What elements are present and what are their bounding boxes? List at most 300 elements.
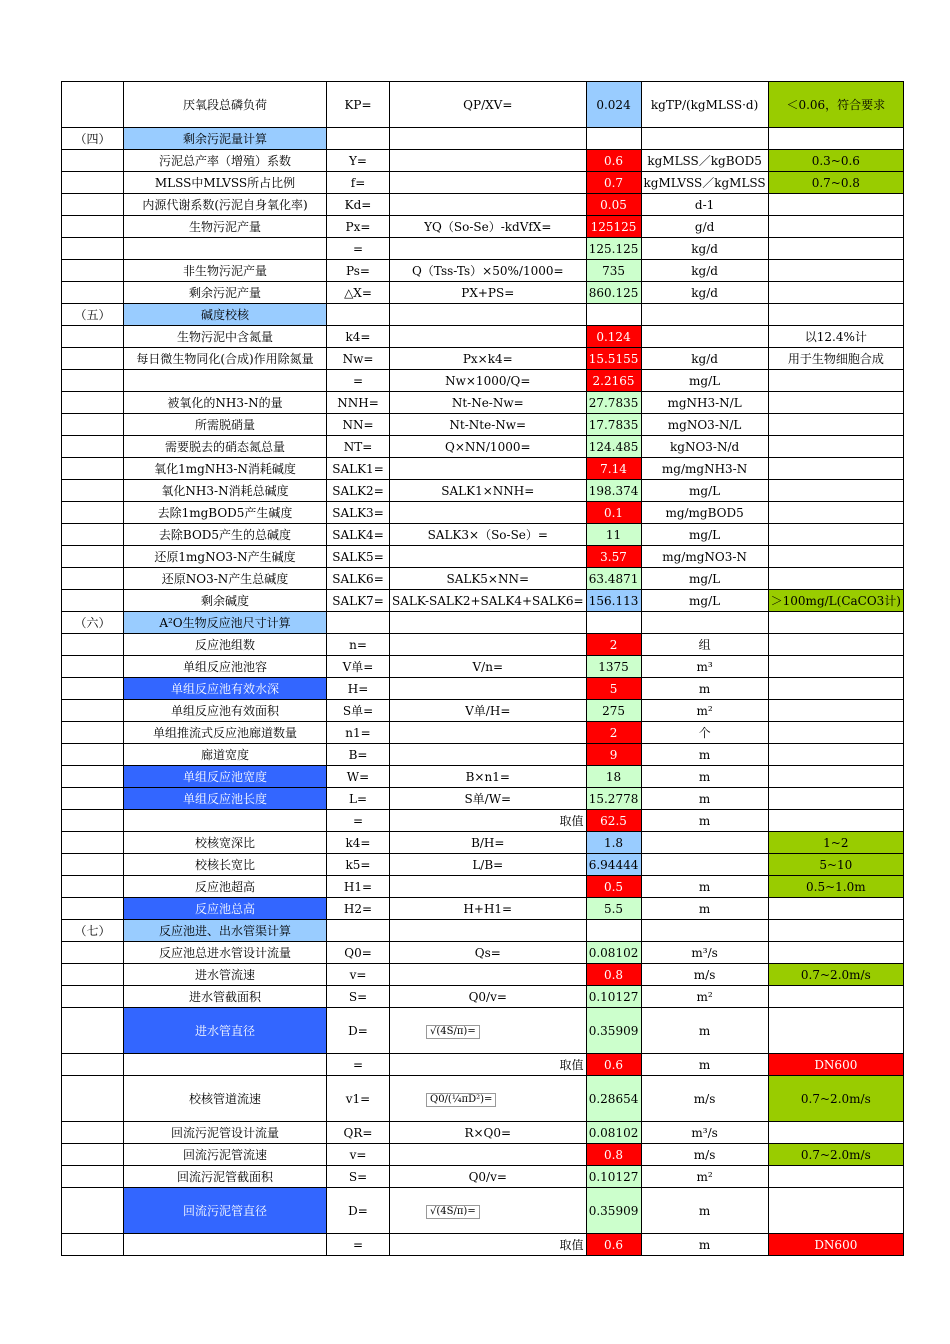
note-cell[interactable]: DN600 bbox=[768, 1234, 903, 1256]
note-cell[interactable] bbox=[768, 700, 903, 722]
section-number-cell[interactable] bbox=[62, 238, 124, 260]
unit-cell[interactable]: 组 bbox=[641, 634, 768, 656]
value-cell[interactable]: 0.08102 bbox=[586, 942, 641, 964]
unit-cell[interactable]: m/s bbox=[641, 1144, 768, 1166]
symbol-cell[interactable]: B= bbox=[327, 744, 390, 766]
section-number-cell[interactable] bbox=[62, 436, 124, 458]
symbol-cell[interactable]: = bbox=[327, 370, 390, 392]
section-number-cell[interactable] bbox=[62, 1188, 124, 1234]
unit-cell[interactable]: mg/mgNH3-N bbox=[641, 458, 768, 480]
value-cell[interactable]: 0.8 bbox=[586, 1144, 641, 1166]
note-cell[interactable] bbox=[768, 370, 903, 392]
formula-cell[interactable]: 取值 bbox=[390, 1234, 587, 1256]
formula-cell[interactable]: Nw×1000/Q= bbox=[390, 370, 587, 392]
formula-cell[interactable]: Q0/v= bbox=[390, 986, 587, 1008]
value-cell[interactable]: 9 bbox=[586, 744, 641, 766]
symbol-cell[interactable]: △X= bbox=[327, 282, 390, 304]
formula-cell[interactable] bbox=[390, 1144, 587, 1166]
symbol-cell[interactable]: QR= bbox=[327, 1122, 390, 1144]
section-number-cell[interactable] bbox=[62, 326, 124, 348]
value-cell[interactable]: 2.2165 bbox=[586, 370, 641, 392]
symbol-cell[interactable] bbox=[327, 128, 390, 150]
value-cell[interactable]: 0.35909 bbox=[586, 1008, 641, 1054]
formula-cell[interactable]: SALK1×NNH= bbox=[390, 480, 587, 502]
section-number-cell[interactable] bbox=[62, 82, 124, 128]
item-label-cell[interactable]: 内源代谢系数(污泥自身氧化率) bbox=[124, 194, 327, 216]
item-label-cell[interactable]: 去除BOD5产生的总碱度 bbox=[124, 524, 327, 546]
section-number-cell[interactable]: （四） bbox=[62, 128, 124, 150]
note-cell[interactable] bbox=[768, 568, 903, 590]
unit-cell[interactable]: 个 bbox=[641, 722, 768, 744]
note-cell[interactable] bbox=[768, 810, 903, 832]
unit-cell[interactable]: kg/d bbox=[641, 238, 768, 260]
symbol-cell[interactable]: SALK4= bbox=[327, 524, 390, 546]
note-cell[interactable] bbox=[768, 986, 903, 1008]
formula-cell[interactable]: L/B= bbox=[390, 854, 587, 876]
item-label-cell[interactable]: 非生物污泥产量 bbox=[124, 260, 327, 282]
formula-cell[interactable] bbox=[390, 1076, 587, 1122]
symbol-cell[interactable]: D= bbox=[327, 1188, 390, 1234]
section-number-cell[interactable] bbox=[62, 898, 124, 920]
formula-cell[interactable]: B/H= bbox=[390, 832, 587, 854]
symbol-cell[interactable] bbox=[327, 304, 390, 326]
symbol-cell[interactable]: Q0= bbox=[327, 942, 390, 964]
unit-cell[interactable]: d-1 bbox=[641, 194, 768, 216]
item-label-cell[interactable] bbox=[124, 1054, 327, 1076]
formula-cell[interactable] bbox=[390, 172, 587, 194]
formula-cell[interactable] bbox=[390, 964, 587, 986]
section-number-cell[interactable] bbox=[62, 634, 124, 656]
item-label-cell[interactable]: MLSS中MLVSS所占比例 bbox=[124, 172, 327, 194]
unit-cell[interactable]: mg/mgBOD5 bbox=[641, 502, 768, 524]
symbol-cell[interactable]: Kd= bbox=[327, 194, 390, 216]
unit-cell[interactable]: m bbox=[641, 744, 768, 766]
note-cell[interactable] bbox=[768, 766, 903, 788]
value-cell[interactable]: 18 bbox=[586, 766, 641, 788]
unit-cell[interactable] bbox=[641, 832, 768, 854]
symbol-cell[interactable] bbox=[327, 612, 390, 634]
unit-cell[interactable]: mg/L bbox=[641, 568, 768, 590]
symbol-cell[interactable]: Px= bbox=[327, 216, 390, 238]
value-cell[interactable]: 0.05 bbox=[586, 194, 641, 216]
value-cell[interactable]: 275 bbox=[586, 700, 641, 722]
symbol-cell[interactable]: n1= bbox=[327, 722, 390, 744]
symbol-cell[interactable]: L= bbox=[327, 788, 390, 810]
symbol-cell[interactable]: Ps= bbox=[327, 260, 390, 282]
value-cell[interactable]: 0.35909 bbox=[586, 1188, 641, 1234]
note-cell[interactable] bbox=[768, 634, 903, 656]
unit-cell[interactable] bbox=[641, 920, 768, 942]
item-label-cell[interactable]: 污泥总产率（增殖）系数 bbox=[124, 150, 327, 172]
note-cell[interactable] bbox=[768, 1122, 903, 1144]
note-cell[interactable]: 0.7~2.0m/s bbox=[768, 964, 903, 986]
unit-cell[interactable]: mg/mgNO3-N bbox=[641, 546, 768, 568]
item-label-cell[interactable]: 剩余污泥量计算 bbox=[124, 128, 327, 150]
section-number-cell[interactable] bbox=[62, 150, 124, 172]
section-number-cell[interactable] bbox=[62, 722, 124, 744]
note-cell[interactable] bbox=[768, 722, 903, 744]
section-number-cell[interactable] bbox=[62, 678, 124, 700]
note-cell[interactable] bbox=[768, 678, 903, 700]
unit-cell[interactable]: m² bbox=[641, 700, 768, 722]
unit-cell[interactable] bbox=[641, 128, 768, 150]
formula-cell[interactable]: Q0/v= bbox=[390, 1166, 587, 1188]
note-cell[interactable] bbox=[768, 744, 903, 766]
section-number-cell[interactable] bbox=[62, 348, 124, 370]
value-cell[interactable]: 0.5 bbox=[586, 876, 641, 898]
value-cell[interactable]: 1.8 bbox=[586, 832, 641, 854]
section-number-cell[interactable] bbox=[62, 524, 124, 546]
unit-cell[interactable] bbox=[641, 304, 768, 326]
note-cell[interactable] bbox=[768, 920, 903, 942]
unit-cell[interactable] bbox=[641, 854, 768, 876]
note-cell[interactable] bbox=[768, 1188, 903, 1234]
unit-cell[interactable] bbox=[641, 612, 768, 634]
formula-cell[interactable]: S单/W= bbox=[390, 788, 587, 810]
section-number-cell[interactable] bbox=[62, 854, 124, 876]
note-cell[interactable]: 0.3~0.6 bbox=[768, 150, 903, 172]
section-number-cell[interactable] bbox=[62, 458, 124, 480]
section-number-cell[interactable] bbox=[62, 986, 124, 1008]
note-cell[interactable] bbox=[768, 458, 903, 480]
value-cell[interactable]: 15.5155 bbox=[586, 348, 641, 370]
section-number-cell[interactable] bbox=[62, 656, 124, 678]
formula-cell[interactable] bbox=[390, 612, 587, 634]
unit-cell[interactable]: m bbox=[641, 788, 768, 810]
value-cell[interactable]: 2 bbox=[586, 634, 641, 656]
item-label-cell[interactable]: 单组反应池有效面积 bbox=[124, 700, 327, 722]
symbol-cell[interactable]: S= bbox=[327, 1166, 390, 1188]
symbol-cell[interactable]: S单= bbox=[327, 700, 390, 722]
value-cell[interactable]: 15.2778 bbox=[586, 788, 641, 810]
section-number-cell[interactable] bbox=[62, 1144, 124, 1166]
unit-cell[interactable]: mg/L bbox=[641, 370, 768, 392]
symbol-cell[interactable]: = bbox=[327, 238, 390, 260]
unit-cell[interactable]: kgMLVSS／kgMLSS bbox=[641, 172, 768, 194]
section-number-cell[interactable] bbox=[62, 282, 124, 304]
formula-cell[interactable] bbox=[390, 238, 587, 260]
unit-cell[interactable]: mgNO3-N/L bbox=[641, 414, 768, 436]
item-label-cell[interactable]: 回流污泥管直径 bbox=[124, 1188, 327, 1234]
value-cell[interactable]: 124.485 bbox=[586, 436, 641, 458]
item-label-cell[interactable] bbox=[124, 370, 327, 392]
section-number-cell[interactable] bbox=[62, 1166, 124, 1188]
formula-cell[interactable]: 取值 bbox=[390, 810, 587, 832]
symbol-cell[interactable]: H1= bbox=[327, 876, 390, 898]
symbol-cell[interactable]: SALK6= bbox=[327, 568, 390, 590]
section-number-cell[interactable] bbox=[62, 414, 124, 436]
note-cell[interactable]: ＜0.06，符合要求 bbox=[768, 82, 903, 128]
section-number-cell[interactable] bbox=[62, 172, 124, 194]
value-cell[interactable] bbox=[586, 304, 641, 326]
unit-cell[interactable]: m² bbox=[641, 1166, 768, 1188]
section-number-cell[interactable] bbox=[62, 260, 124, 282]
note-cell[interactable] bbox=[768, 128, 903, 150]
symbol-cell[interactable]: S= bbox=[327, 986, 390, 1008]
item-label-cell[interactable]: 去除1mgBOD5产生碱度 bbox=[124, 502, 327, 524]
section-number-cell[interactable] bbox=[62, 392, 124, 414]
symbol-cell[interactable]: SALK5= bbox=[327, 546, 390, 568]
formula-cell[interactable]: YQ（So-Se）-kdVfX= bbox=[390, 216, 587, 238]
item-label-cell[interactable]: 还原1mgNO3-N产生碱度 bbox=[124, 546, 327, 568]
formula-cell[interactable]: Q（Tss-Ts）×50%/1000= bbox=[390, 260, 587, 282]
formula-cell[interactable]: SALK5×NN= bbox=[390, 568, 587, 590]
note-cell[interactable] bbox=[768, 304, 903, 326]
unit-cell[interactable]: mg/L bbox=[641, 590, 768, 612]
symbol-cell[interactable]: Y= bbox=[327, 150, 390, 172]
item-label-cell[interactable]: 每日微生物同化(合成)作用除氮量 bbox=[124, 348, 327, 370]
symbol-cell[interactable]: W= bbox=[327, 766, 390, 788]
item-label-cell[interactable]: 回流污泥管流速 bbox=[124, 1144, 327, 1166]
section-number-cell[interactable] bbox=[62, 1054, 124, 1076]
formula-cell[interactable] bbox=[390, 1008, 587, 1054]
symbol-cell[interactable]: SALK2= bbox=[327, 480, 390, 502]
value-cell[interactable]: 63.4871 bbox=[586, 568, 641, 590]
item-label-cell[interactable] bbox=[124, 810, 327, 832]
section-number-cell[interactable] bbox=[62, 744, 124, 766]
note-cell[interactable] bbox=[768, 656, 903, 678]
section-number-cell[interactable] bbox=[62, 546, 124, 568]
item-label-cell[interactable]: 需要脱去的硝态氮总量 bbox=[124, 436, 327, 458]
value-cell[interactable]: 198.374 bbox=[586, 480, 641, 502]
value-cell[interactable]: 17.7835 bbox=[586, 414, 641, 436]
formula-cell[interactable] bbox=[390, 876, 587, 898]
note-cell[interactable] bbox=[768, 260, 903, 282]
section-number-cell[interactable] bbox=[62, 1122, 124, 1144]
value-cell[interactable]: 5 bbox=[586, 678, 641, 700]
formula-cell[interactable]: PX+PS= bbox=[390, 282, 587, 304]
value-cell[interactable]: 0.10127 bbox=[586, 986, 641, 1008]
value-cell[interactable]: 0.124 bbox=[586, 326, 641, 348]
value-cell[interactable] bbox=[586, 612, 641, 634]
value-cell[interactable]: 0.10127 bbox=[586, 1166, 641, 1188]
symbol-cell[interactable]: KP= bbox=[327, 82, 390, 128]
section-number-cell[interactable] bbox=[62, 876, 124, 898]
section-number-cell[interactable] bbox=[62, 1234, 124, 1256]
formula-cell[interactable]: Qs= bbox=[390, 942, 587, 964]
section-number-cell[interactable] bbox=[62, 1008, 124, 1054]
note-cell[interactable]: 以12.4%计 bbox=[768, 326, 903, 348]
unit-cell[interactable]: m bbox=[641, 1188, 768, 1234]
item-label-cell[interactable]: 反应池总进水管设计流量 bbox=[124, 942, 327, 964]
note-cell[interactable] bbox=[768, 942, 903, 964]
value-cell[interactable]: 125.125 bbox=[586, 238, 641, 260]
item-label-cell[interactable]: 反应池总高 bbox=[124, 898, 327, 920]
item-label-cell[interactable] bbox=[124, 1234, 327, 1256]
note-cell[interactable]: 0.7~0.8 bbox=[768, 172, 903, 194]
section-number-cell[interactable] bbox=[62, 810, 124, 832]
section-number-cell[interactable] bbox=[62, 502, 124, 524]
formula-cell[interactable]: Px×k4= bbox=[390, 348, 587, 370]
value-cell[interactable]: 0.6 bbox=[586, 1234, 641, 1256]
section-number-cell[interactable] bbox=[62, 194, 124, 216]
value-cell[interactable]: 0.024 bbox=[586, 82, 641, 128]
formula-cell[interactable]: V单/H= bbox=[390, 700, 587, 722]
section-number-cell[interactable]: （五） bbox=[62, 304, 124, 326]
item-label-cell[interactable]: A²O生物反应池尺寸计算 bbox=[124, 612, 327, 634]
section-number-cell[interactable]: （六） bbox=[62, 612, 124, 634]
formula-cell[interactable] bbox=[390, 128, 587, 150]
value-cell[interactable]: 3.57 bbox=[586, 546, 641, 568]
item-label-cell[interactable]: 碱度校核 bbox=[124, 304, 327, 326]
unit-cell[interactable]: m bbox=[641, 1008, 768, 1054]
value-cell[interactable]: 7.14 bbox=[586, 458, 641, 480]
note-cell[interactable] bbox=[768, 612, 903, 634]
section-number-cell[interactable] bbox=[62, 480, 124, 502]
item-label-cell[interactable]: 校核宽深比 bbox=[124, 832, 327, 854]
note-cell[interactable]: ＞100mg/L(CaCO3计) bbox=[768, 590, 903, 612]
item-label-cell[interactable]: 单组推流式反应池廊道数量 bbox=[124, 722, 327, 744]
unit-cell[interactable]: m bbox=[641, 1054, 768, 1076]
note-cell[interactable]: 0.5~1.0m bbox=[768, 876, 903, 898]
symbol-cell[interactable]: NN= bbox=[327, 414, 390, 436]
unit-cell[interactable]: m/s bbox=[641, 964, 768, 986]
note-cell[interactable] bbox=[768, 238, 903, 260]
unit-cell[interactable]: mgNH3-N/L bbox=[641, 392, 768, 414]
item-label-cell[interactable]: 回流污泥管设计流量 bbox=[124, 1122, 327, 1144]
formula-cell[interactable]: 取值 bbox=[390, 1054, 587, 1076]
symbol-cell[interactable]: = bbox=[327, 810, 390, 832]
formula-cell[interactable] bbox=[390, 304, 587, 326]
section-number-cell[interactable]: （七） bbox=[62, 920, 124, 942]
note-cell[interactable] bbox=[768, 194, 903, 216]
unit-cell[interactable]: m² bbox=[641, 986, 768, 1008]
item-label-cell[interactable]: 进水管直径 bbox=[124, 1008, 327, 1054]
item-label-cell[interactable]: 剩余碱度 bbox=[124, 590, 327, 612]
symbol-cell[interactable]: H2= bbox=[327, 898, 390, 920]
item-label-cell[interactable]: 所需脱硝量 bbox=[124, 414, 327, 436]
value-cell[interactable]: 735 bbox=[586, 260, 641, 282]
unit-cell[interactable]: m³/s bbox=[641, 942, 768, 964]
item-label-cell[interactable]: 反应池组数 bbox=[124, 634, 327, 656]
formula-cell[interactable] bbox=[390, 1188, 587, 1234]
item-label-cell[interactable]: 反应池进、出水管渠计算 bbox=[124, 920, 327, 942]
value-cell[interactable]: 0.08102 bbox=[586, 1122, 641, 1144]
unit-cell[interactable]: mg/L bbox=[641, 480, 768, 502]
value-cell[interactable]: 6.94444 bbox=[586, 854, 641, 876]
unit-cell[interactable]: kgMLSS／kgBOD5 bbox=[641, 150, 768, 172]
formula-cell[interactable]: R×Q0= bbox=[390, 1122, 587, 1144]
section-number-cell[interactable] bbox=[62, 942, 124, 964]
unit-cell[interactable]: kg/d bbox=[641, 348, 768, 370]
unit-cell[interactable]: kgNO3-N/d bbox=[641, 436, 768, 458]
unit-cell[interactable]: m bbox=[641, 678, 768, 700]
symbol-cell[interactable]: Nw= bbox=[327, 348, 390, 370]
unit-cell[interactable]: m bbox=[641, 898, 768, 920]
value-cell[interactable]: 0.28654 bbox=[586, 1076, 641, 1122]
item-label-cell[interactable]: 生物污泥产量 bbox=[124, 216, 327, 238]
note-cell[interactable]: 1~2 bbox=[768, 832, 903, 854]
section-number-cell[interactable] bbox=[62, 700, 124, 722]
value-cell[interactable]: 0.6 bbox=[586, 1054, 641, 1076]
formula-cell[interactable]: B×n1= bbox=[390, 766, 587, 788]
item-label-cell[interactable]: 生物污泥中含氮量 bbox=[124, 326, 327, 348]
formula-cell[interactable]: SALK-SALK2+SALK4+SALK6= bbox=[390, 590, 587, 612]
symbol-cell[interactable]: k4= bbox=[327, 832, 390, 854]
symbol-cell[interactable]: SALK1= bbox=[327, 458, 390, 480]
note-cell[interactable] bbox=[768, 502, 903, 524]
item-label-cell[interactable]: 单组反应池长度 bbox=[124, 788, 327, 810]
item-label-cell[interactable]: 剩余污泥产量 bbox=[124, 282, 327, 304]
symbol-cell[interactable] bbox=[327, 920, 390, 942]
formula-cell[interactable] bbox=[390, 634, 587, 656]
symbol-cell[interactable]: = bbox=[327, 1234, 390, 1256]
formula-cell[interactable] bbox=[390, 150, 587, 172]
section-number-cell[interactable] bbox=[62, 788, 124, 810]
symbol-cell[interactable]: f= bbox=[327, 172, 390, 194]
value-cell[interactable]: 62.5 bbox=[586, 810, 641, 832]
formula-cell[interactable] bbox=[390, 502, 587, 524]
formula-cell[interactable] bbox=[390, 678, 587, 700]
symbol-cell[interactable]: v1= bbox=[327, 1076, 390, 1122]
formula-cell[interactable] bbox=[390, 722, 587, 744]
section-number-cell[interactable] bbox=[62, 766, 124, 788]
section-number-cell[interactable] bbox=[62, 370, 124, 392]
unit-cell[interactable]: kgTP/(kgMLSS·d) bbox=[641, 82, 768, 128]
section-number-cell[interactable] bbox=[62, 568, 124, 590]
symbol-cell[interactable]: NNH= bbox=[327, 392, 390, 414]
section-number-cell[interactable] bbox=[62, 832, 124, 854]
formula-cell[interactable] bbox=[390, 326, 587, 348]
formula-cell[interactable] bbox=[390, 194, 587, 216]
formula-cell[interactable] bbox=[390, 920, 587, 942]
item-label-cell[interactable]: 校核管道流速 bbox=[124, 1076, 327, 1122]
note-cell[interactable]: 用于生物细胞合成 bbox=[768, 348, 903, 370]
symbol-cell[interactable]: k5= bbox=[327, 854, 390, 876]
value-cell[interactable] bbox=[586, 920, 641, 942]
value-cell[interactable]: 11 bbox=[586, 524, 641, 546]
unit-cell[interactable]: m bbox=[641, 1234, 768, 1256]
note-cell[interactable] bbox=[768, 436, 903, 458]
formula-cell[interactable]: Nt-Nte-Nw= bbox=[390, 414, 587, 436]
note-cell[interactable]: 0.7~2.0m/s bbox=[768, 1144, 903, 1166]
symbol-cell[interactable]: v= bbox=[327, 1144, 390, 1166]
note-cell[interactable]: DN600 bbox=[768, 1054, 903, 1076]
item-label-cell[interactable]: 厌氧段总磷负荷 bbox=[124, 82, 327, 128]
unit-cell[interactable]: m³ bbox=[641, 656, 768, 678]
note-cell[interactable]: 5~10 bbox=[768, 854, 903, 876]
note-cell[interactable] bbox=[768, 1166, 903, 1188]
section-number-cell[interactable] bbox=[62, 216, 124, 238]
symbol-cell[interactable]: k4= bbox=[327, 326, 390, 348]
unit-cell[interactable]: kg/d bbox=[641, 282, 768, 304]
value-cell[interactable]: 1375 bbox=[586, 656, 641, 678]
formula-cell[interactable] bbox=[390, 546, 587, 568]
symbol-cell[interactable]: V单= bbox=[327, 656, 390, 678]
value-cell[interactable] bbox=[586, 128, 641, 150]
value-cell[interactable]: 2 bbox=[586, 722, 641, 744]
symbol-cell[interactable]: n= bbox=[327, 634, 390, 656]
formula-cell[interactable]: Nt-Ne-Nw= bbox=[390, 392, 587, 414]
item-label-cell[interactable]: 还原NO3-N产生总碱度 bbox=[124, 568, 327, 590]
note-cell[interactable] bbox=[768, 480, 903, 502]
note-cell[interactable] bbox=[768, 898, 903, 920]
value-cell[interactable]: 0.8 bbox=[586, 964, 641, 986]
formula-cell[interactable]: Q×NN/1000= bbox=[390, 436, 587, 458]
unit-cell[interactable]: m bbox=[641, 810, 768, 832]
unit-cell[interactable]: kg/d bbox=[641, 260, 768, 282]
item-label-cell[interactable]: 回流污泥管截面积 bbox=[124, 1166, 327, 1188]
note-cell[interactable] bbox=[768, 546, 903, 568]
note-cell[interactable] bbox=[768, 524, 903, 546]
item-label-cell[interactable]: 被氧化的NH3-N的量 bbox=[124, 392, 327, 414]
formula-cell[interactable]: QP/XV= bbox=[390, 82, 587, 128]
unit-cell[interactable]: g/d bbox=[641, 216, 768, 238]
note-cell[interactable] bbox=[768, 282, 903, 304]
item-label-cell[interactable]: 进水管截面积 bbox=[124, 986, 327, 1008]
section-number-cell[interactable] bbox=[62, 590, 124, 612]
symbol-cell[interactable]: H= bbox=[327, 678, 390, 700]
